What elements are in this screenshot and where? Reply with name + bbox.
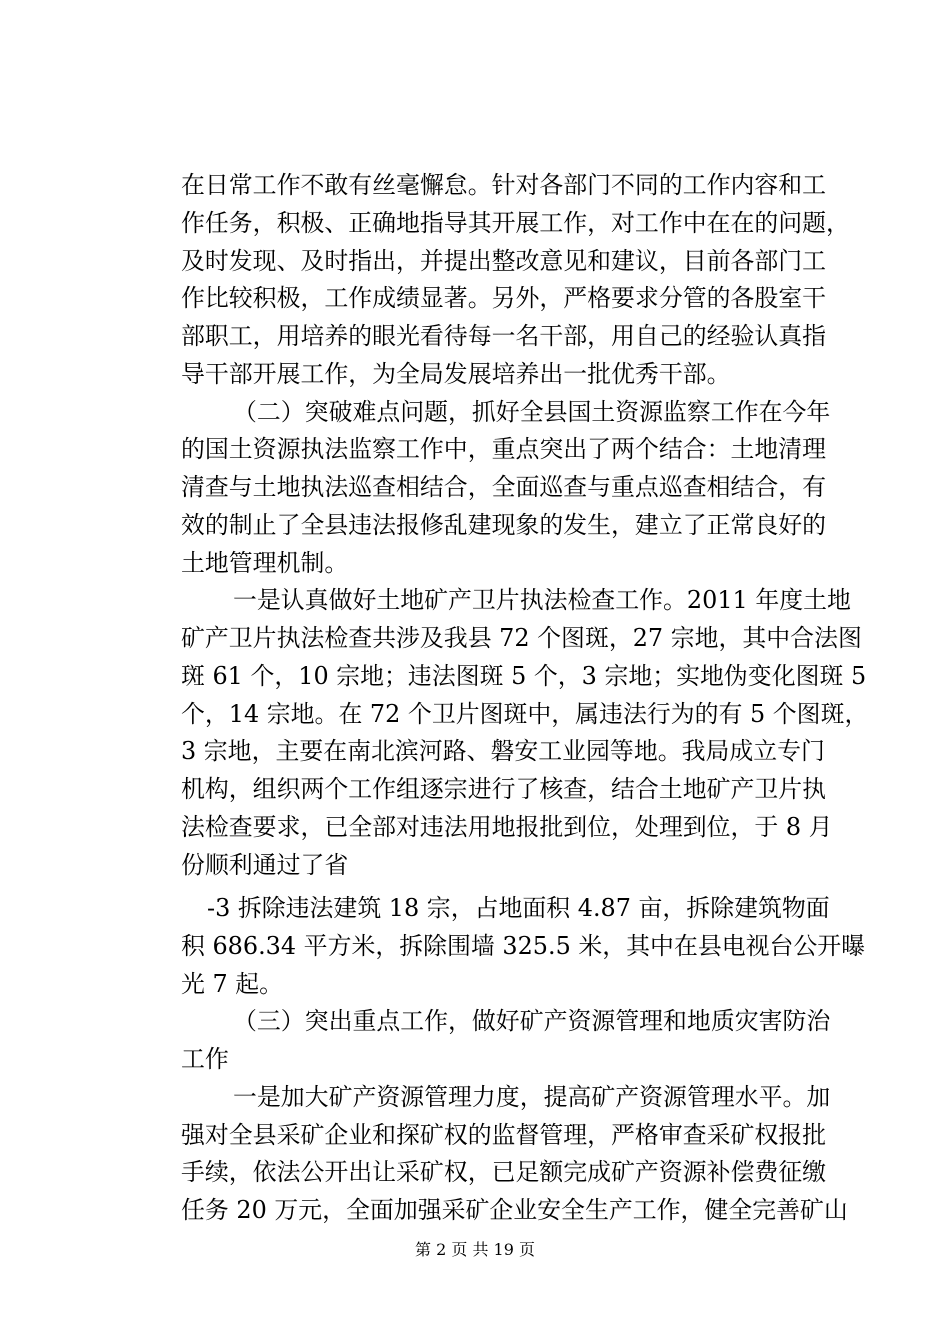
text-line: 光 7 起。 — [181, 969, 284, 998]
text-line: 清查与土地执法巡查相结合，全面巡查与重点巡查相结合，有 — [181, 473, 827, 502]
text-line: -3 拆除违法建筑 18 宗，占地面积 4.87 亩，拆除建筑物面 — [207, 893, 830, 922]
text-line: 法检查要求，已全部对违法用地报批到位，处理到位，于 8 月 — [181, 812, 833, 841]
text-line: 部职工，用培养的眼光看待每一名干部，用自己的经验认真指 — [181, 322, 827, 350]
text-line: 斑 61 个，10 宗地；违法图斑 5 个，3 宗地；实地伪变化图斑 5 — [181, 661, 867, 690]
text-line: （三）突出重点工作，做好矿产资源管理和地质灾害防治 — [233, 1007, 831, 1036]
text-line: 的国土资源执法监察工作中，重点突出了两个结合：土地清理 — [181, 435, 827, 464]
text-line: 手续，依法公开出让采矿权，已足额完成矿产资源补偿费征缴 — [181, 1158, 827, 1187]
text-line: 导干部开展工作，为全局发展培养出一批优秀干部。 — [181, 359, 731, 388]
text-line: 一是认真做好土地矿产卫片执法检查工作。2011 年度土地 — [233, 586, 851, 615]
text-line: 作比较积极，工作成绩显著。另外，严格要求分管的各股室干 — [181, 284, 827, 313]
text-line: 及时发现、及时指出，并提出整改意见和建议，目前各部门工 — [181, 246, 827, 275]
text-line: 土地管理机制。 — [181, 548, 349, 577]
text-line: 一是加大矿产资源管理力度，提高矿产资源管理水平。加 — [233, 1082, 831, 1111]
text-line: 机构，组织两个工作组逐宗进行了核查，结合土地矿产卫片执 — [181, 775, 827, 804]
text-line: 工作 — [181, 1045, 229, 1073]
text-line: 积 686.34 平方米，拆除围墙 325.5 米，其中在县电视台公开曝 — [181, 931, 866, 960]
text-line: 个，14 宗地。在 72 个卫片图斑中，属违法行为的有 5 个图斑， — [181, 699, 869, 728]
page-number-footer: 第 2 页 共 19 页 — [415, 1240, 535, 1259]
text-line: 在日常工作不敢有丝毫懈怠。针对各部门不同的工作内容和工 — [181, 171, 827, 199]
text-line: 效的制止了全县违法报修乱建现象的发生，建立了正常良好的 — [181, 510, 827, 539]
text-line: 份顺利通过了省 — [181, 850, 349, 879]
text-line: 任务 20 万元，全面加强采矿企业安全生产工作，健全完善矿山 — [181, 1196, 848, 1224]
text-line: 作任务，积极、正确地指导其开展工作，对工作中在在的问题， — [181, 208, 850, 237]
text-line: （二）突破难点问题，抓好全县国土资源监察工作在今年 — [233, 397, 831, 426]
text-line: 3 宗地，主要在南北滨河路、磐安工业园等地。我局成立专门 — [181, 737, 825, 766]
text-line: 强对全县采矿企业和探矿权的监督管理，严格审查采矿权报批 — [181, 1120, 827, 1149]
text-line: 矿产卫片执法检查共涉及我县 72 个图斑，27 宗地，其中合法图 — [181, 624, 862, 653]
